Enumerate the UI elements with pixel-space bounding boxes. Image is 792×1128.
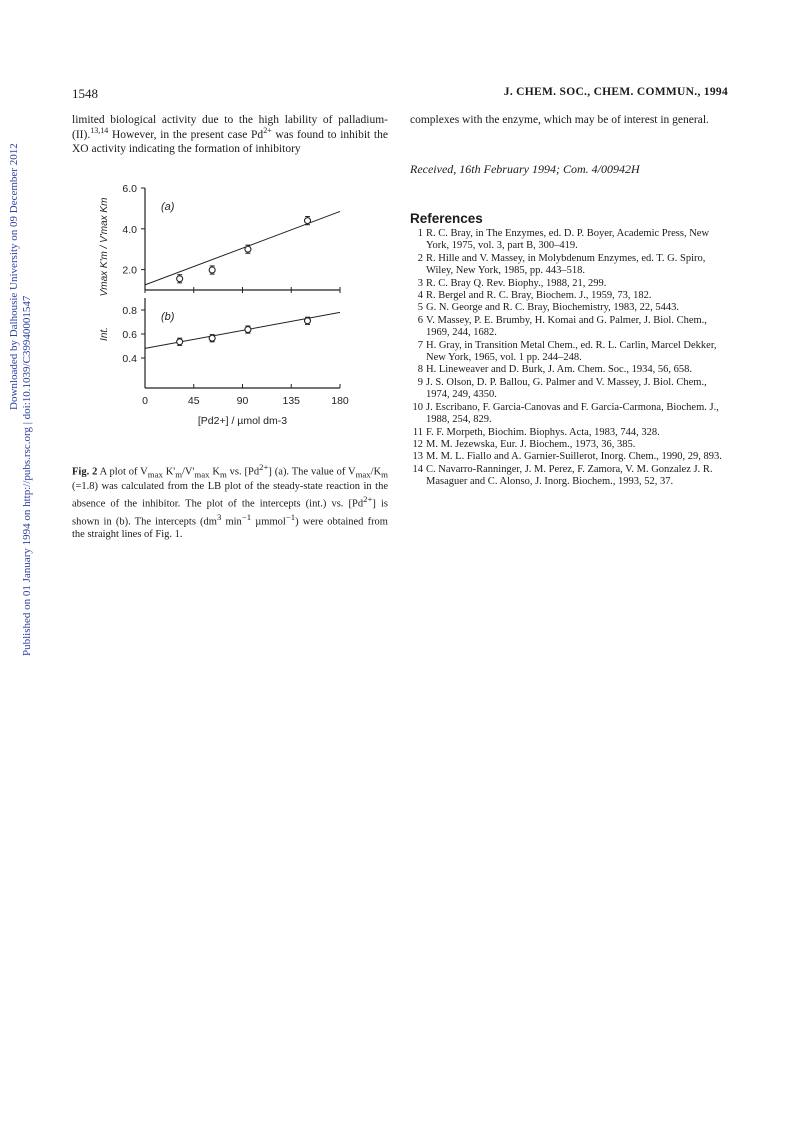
caption-sub: max <box>147 469 163 480</box>
reference-item <box>410 427 728 439</box>
page-number: 1548 <box>72 86 98 101</box>
x-tick-label: 90 <box>236 395 249 407</box>
reference-number: 10 <box>412 401 423 413</box>
reference-text: H. Lineweaver and D. Burk, J. Am. Chem. Soc., 1934, 56, 658. <box>426 364 692 376</box>
caption-text: K' <box>162 466 176 478</box>
caption-text: ] is shown in (b). The intercepts (dm <box>72 498 389 528</box>
caption-sub: m <box>175 469 183 480</box>
text-run: ). <box>83 128 91 141</box>
fit-line <box>145 211 340 284</box>
reference-number: 8 <box>417 364 423 376</box>
caption-text: ) were obtained from the straight lines of Fig. 1. <box>72 516 388 541</box>
caption-sup: 2+ <box>363 494 373 505</box>
caption-sub: m <box>219 469 227 480</box>
data-point <box>209 335 215 341</box>
reference-number: 1 <box>417 228 423 239</box>
x-tick-label: 135 <box>282 395 301 407</box>
reference-number: 2 <box>417 252 423 264</box>
caption-sup: −1 <box>285 512 296 523</box>
caption-text: ] (a). The value of V <box>268 466 356 478</box>
reference-text: H. Gray, in Transition Metal Chem., ed. R. L. Carlin, Marcel Dekker, New York, 1965, vol. 1 pp. 244–248. <box>426 339 717 364</box>
figure-number: Fig. 2 <box>72 466 98 478</box>
y-tick-label: 0.8 <box>122 305 137 317</box>
caption-text: min <box>221 516 242 528</box>
caption-sup: 3 <box>216 512 222 523</box>
reference-item <box>410 290 728 302</box>
reference-item <box>410 315 728 340</box>
caption-text: K <box>209 466 220 478</box>
reference-number: 11 <box>412 426 423 438</box>
text-run: limited biological activity due to the high lability of palladium-( <box>72 114 388 141</box>
y-tick-label: 2.0 <box>122 264 137 277</box>
data-point <box>305 318 311 324</box>
caption-text: /V' <box>182 466 195 478</box>
text-run: However, in the present case Pd <box>108 128 264 141</box>
y-tick-label: 0.4 <box>122 353 137 365</box>
reference-number: 5 <box>417 302 423 314</box>
figure-2 <box>80 180 380 465</box>
reference-item <box>410 451 728 463</box>
reference-item <box>410 439 728 451</box>
reference-item <box>410 364 728 376</box>
reference-text: R. C. Bray, in The Enzymes, ed. D. P. Boyer, Academic Press, New York, 1975, vol. 3, part B, 300–419. <box>426 228 710 252</box>
reference-text: V. Massey, P. E. Brumby, H. Komai and G. Palmer, J. Biol. Chem., 1969, 244, 1682. <box>426 314 707 339</box>
x-tick-label: 45 <box>187 395 200 407</box>
reference-text: M. M. L. Fiallo and A. Garnier-Suillerot, Inorg. Chem., 1990, 29, 893. <box>426 451 722 463</box>
reference-number: 6 <box>417 314 423 326</box>
y-axis-label: Int. <box>99 327 110 341</box>
reference-number: 4 <box>417 290 423 302</box>
caption-text: A plot of V <box>97 466 148 478</box>
reference-text: R. Hille and V. Massey, in Molybdenum Enzymes, ed. T. G. Spiro, Wiley, New York, 1985, pp. 443–518. <box>426 252 706 277</box>
reference-text: R. Bergel and R. C. Bray, Biochem. J., 1959, 73, 182. <box>426 290 652 302</box>
text-run: was found to inhibit the XO activity indicating the formation of inhibitory <box>72 128 388 155</box>
caption-sub: m <box>381 469 388 480</box>
reference-item <box>410 228 728 253</box>
reference-text: R. C. Bray Q. Rev. Biophy., 1988, 21, 299. <box>426 277 607 289</box>
reference-item <box>410 253 728 278</box>
right-body-paragraph: complexes with the enzyme, which may be of interest in general. <box>410 114 709 126</box>
reference-item <box>410 302 728 314</box>
panel-a <box>99 183 340 296</box>
x-axis-label: [Pd2+] / µmol dm-3 <box>197 415 288 427</box>
reference-text: M. M. Jezewska, Eur. J. Biochem., 1973, 36, 385. <box>426 438 636 450</box>
reference-text: J. S. Olson, D. P. Ballou, G. Palmer and V. Massey, J. Biol. Chem., 1974, 249, 4350. <box>426 376 707 401</box>
y-tick-label: 4.0 <box>122 223 137 236</box>
left-body-paragraph <box>72 113 388 157</box>
x-axis <box>142 370 349 427</box>
reference-item <box>410 278 728 290</box>
received-line: Received, 16th February 1994; Com. 4/00942H <box>410 162 640 176</box>
y-tick-label: 0.6 <box>122 329 137 341</box>
panel-label: (b) <box>161 311 175 323</box>
x-tick-label: 180 <box>331 395 349 407</box>
data-point <box>177 339 183 345</box>
reference-text: C. Navarro-Ranninger, J. M. Perez, F. Zamora, V. M. Gonzalez J. R. Masaguer and C. Alonso, J. Inorg. Biochem., 1993, 52, 37. <box>426 463 713 488</box>
reference-number: 12 <box>412 438 423 450</box>
y-tick-label: 6.0 <box>122 183 137 195</box>
data-point <box>305 218 311 224</box>
caption-text: µmmol <box>251 516 286 528</box>
citation-superscript: 13,14 <box>90 125 109 135</box>
download-line[interactable]: Downloaded by Dalhousie University on 09 December 2012 <box>8 143 20 410</box>
caption-text: (=1.8) was calculated from the LB plot of the steady-state reaction in the absence of the inhibitor. The plot of the intercepts (int.) vs. [Pd <box>72 481 388 510</box>
doi-line[interactable]: Published on 01 January 1994 on http://pubs.rsc.org | doi:10.1039/C39940001547 <box>21 295 33 656</box>
charge-superscript: 2+ <box>263 125 272 135</box>
reference-item <box>410 377 728 402</box>
reference-text: G. N. George and R. C. Bray, Biochemistry, 1983, 22, 5443. <box>426 302 680 314</box>
reference-number: 3 <box>417 277 423 289</box>
reference-number: 9 <box>417 376 423 388</box>
data-point <box>245 246 251 252</box>
y-axis-label: Vmax K'm / V'max Km <box>99 197 110 297</box>
journal-running-head: J. CHEM. SOC., CHEM. COMMUN., 1994 <box>503 86 728 98</box>
reference-item <box>410 464 728 489</box>
reference-text: F. F. Morpeth, Biochim. Biophys. Acta, 1983, 744, 328. <box>426 426 660 438</box>
caption-sup: −1 <box>241 512 252 523</box>
reference-number: 13 <box>412 451 423 463</box>
data-point <box>245 327 251 333</box>
data-point <box>209 267 215 273</box>
panel-label: (a) <box>161 201 175 213</box>
reference-text: J. Escribano, F. Garcia-Canovas and F. Garcia-Carmona, Biochem. J., 1988, 254, 829. <box>426 401 719 426</box>
references-list <box>410 228 728 489</box>
references-heading: References <box>410 211 483 226</box>
reference-number: 7 <box>417 339 423 351</box>
panel-b <box>99 298 340 370</box>
reference-item <box>410 402 728 427</box>
caption-sub: max <box>194 469 210 480</box>
reference-item <box>410 340 728 365</box>
caption-text: /K <box>370 466 382 478</box>
caption-text: vs. [Pd <box>226 466 260 478</box>
caption-sub: max <box>355 469 371 480</box>
x-tick-label: 0 <box>142 395 148 407</box>
figure-caption <box>72 461 388 542</box>
reference-number: 14 <box>412 463 423 475</box>
data-point <box>177 276 183 282</box>
oxidation-state: II <box>75 128 84 141</box>
caption-sup: 2+ <box>259 462 269 472</box>
